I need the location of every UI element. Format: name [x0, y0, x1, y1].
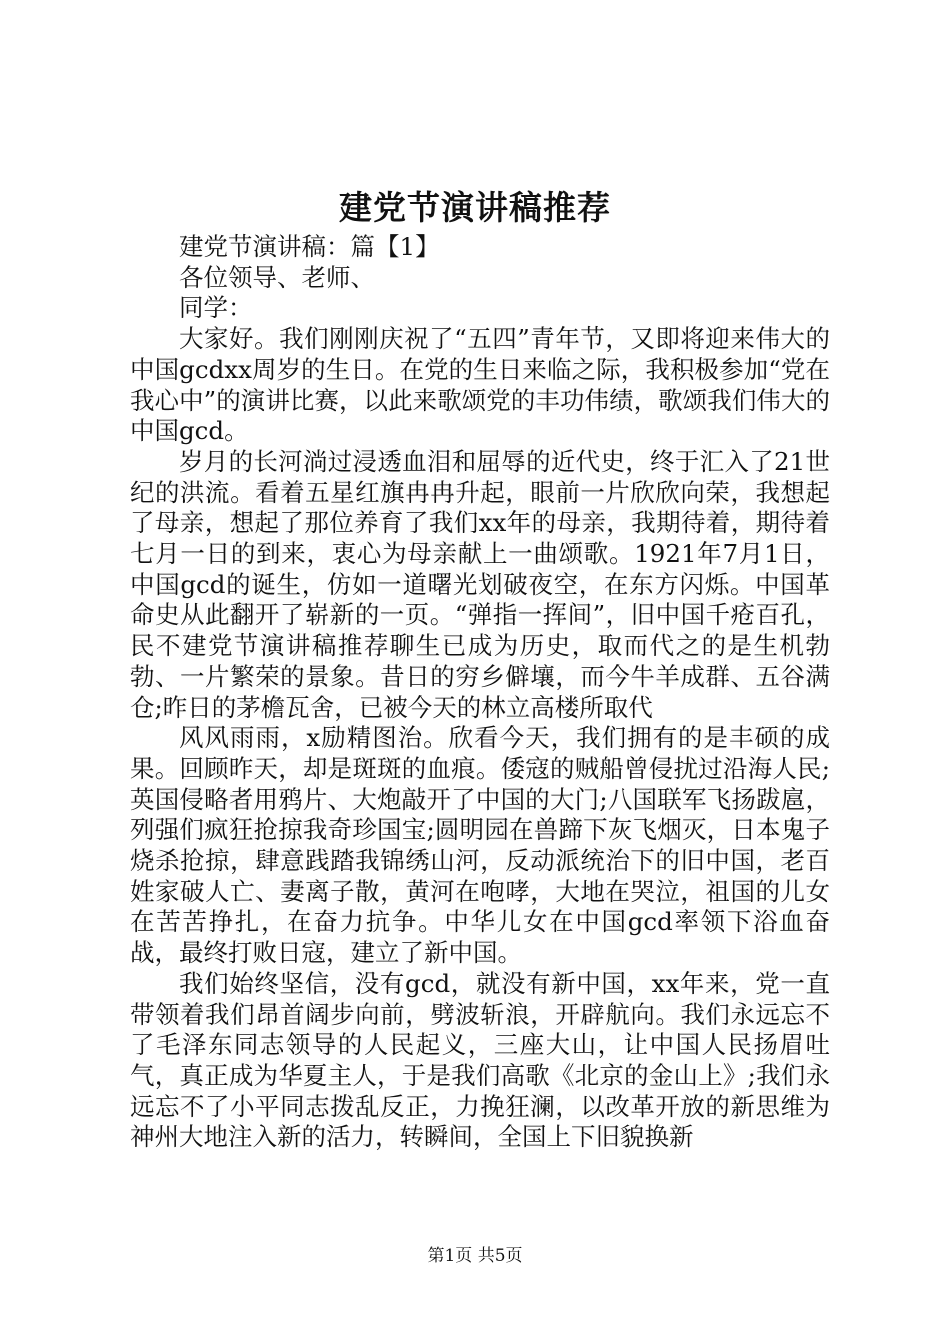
document-title: 建党节演讲稿推荐	[339, 188, 611, 227]
paragraph-history: 岁月的长河淌过浸透血泪和屈辱的近代史，终于汇入了21世纪的洪流。看着五星红旗冉冉升起，眼前一片欣欣向荣，我想起了母亲，想起了那位养育了我们xx年的母亲，我期待着，期待着七月一日的到来，衷心为母亲献上一曲颂歌。1921年7月1日，中国gcd的诞生，仿如一道曙光划破夜空，在东方闪烁。中国革命史从此翻开了崭新的一页。“弹指一挥间”，旧中国千疮百孔，民不建党节演讲稿推荐聊生已成为历史，取而代之的是生机勃勃、一片繁荣的景象。昔日的穷乡僻壤，而今牛羊成群、五谷满仓;昨日的茅檐瓦舍，已被今天的林立高楼所取代	[130, 446, 830, 722]
paragraph-struggle: 风风雨雨，x励精图治。欣看今天，我们拥有的是丰硕的成果。回顾昨天，却是斑斑的血痕。倭寇的贼船曾侵扰过沿海人民;英国侵略者用鸦片、大炮敲开了中国的大门;八国联军飞扬跋扈，列强们疯狂抢掠我奇珍国宝;圆明园在兽蹄下灰飞烟灭，日本鬼子烧杀抢掠，肆意践踏我锦绣山河，反动派统治下的旧中国，老百姓家破人亡、妻离子散，黄河在咆哮，大地在哭泣，祖国的儿女在苦苦挣扎，在奋力抗争。中华儿女在中国gcd率领下浴血奋战，最终打败日寇，建立了新中国。	[130, 723, 830, 968]
paragraph-classmates: 同学：	[179, 293, 253, 323]
document-body	[130, 232, 830, 1153]
paragraph-greeting: 大家好。我们刚刚庆祝了“五四”青年节，又即将迎来伟大的中国gcdxx周岁的生日。在党的生日来临之际，我积极参加“党在我心中”的演讲比赛，以此来歌颂党的丰功伟绩，歌颂我们伟大的中国gcd。	[130, 324, 830, 446]
paragraph-heading: 建党节演讲稿：篇【1】	[179, 232, 440, 261]
paragraph-belief: 我们始终坚信，没有gcd，就没有新中国，xx年来，党一直带领着我们昂首阔步向前，劈波斩浪，开辟航向。我们永远忘不了毛泽东同志领导的人民起义，三座大山，让中国人民扬眉吐气，真正成为华夏主人，于是我们高歌《北京的金山上》;我们永远忘不了小平同志拨乱反正，力挽狂澜，以改革开放的新思维为神州大地注入新的活力，转瞬间，全国上下旧貌换新	[130, 968, 830, 1152]
paragraph-salutation: 各位领导、老师、	[179, 262, 375, 292]
page-footer: 第1页 共5页	[427, 1246, 523, 1266]
